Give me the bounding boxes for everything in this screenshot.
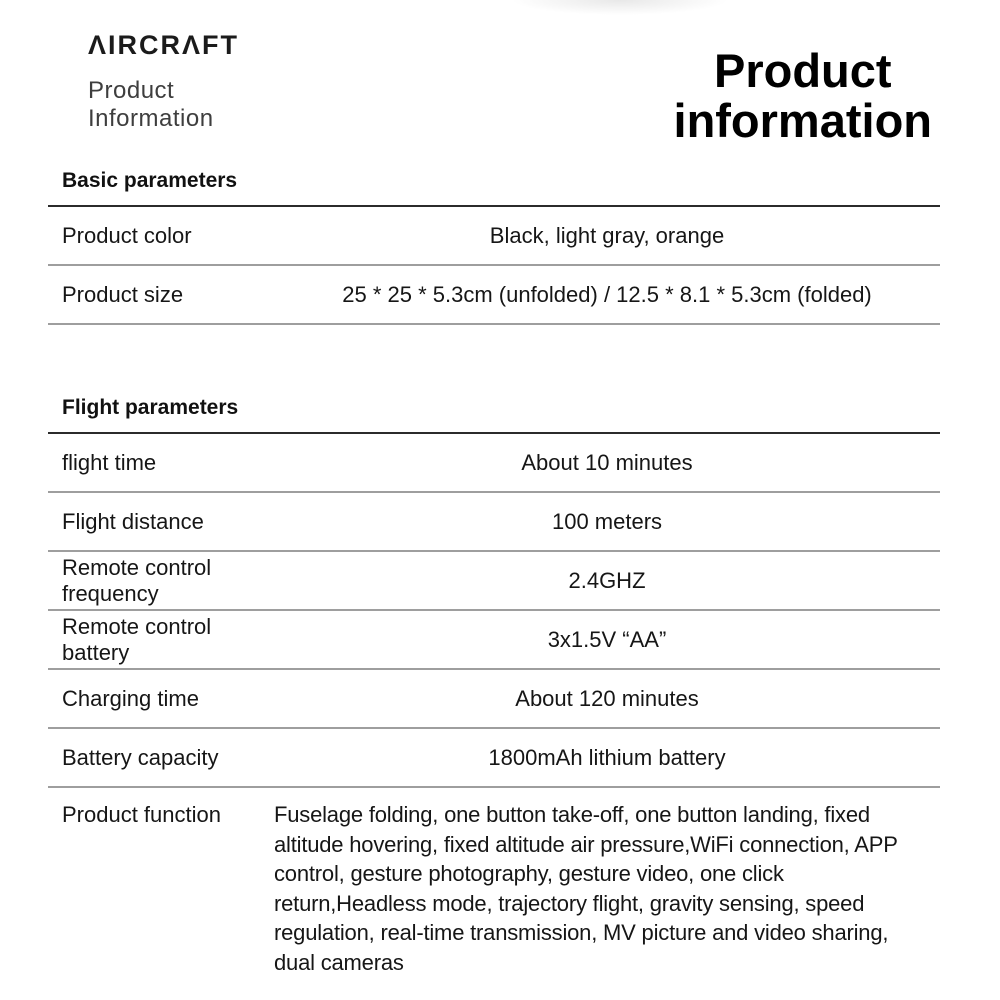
table-row — [48, 493, 940, 552]
row-label: flight time — [62, 449, 157, 475]
brand-subtitle-line2: Information — [88, 105, 214, 132]
page-title — [674, 46, 932, 146]
table-row — [48, 207, 940, 266]
row-value: About 10 minutes — [521, 449, 693, 475]
row-label: Product size — [62, 281, 184, 307]
row-value: 2.4GHZ — [568, 567, 646, 593]
brand-logo: ΛIRCRΛFT — [88, 30, 239, 60]
row-label: Product color — [62, 222, 192, 248]
section-flight-parameters — [48, 387, 940, 980]
row-value: About 120 minutes — [515, 685, 699, 711]
row-value: 3x1.5V “AA” — [547, 626, 667, 652]
section-heading: Basic parameters — [48, 160, 940, 207]
table-row-product-function — [48, 788, 940, 980]
row-label: Remote control frequency — [62, 554, 212, 606]
section-heading: Flight parameters — [48, 387, 940, 434]
table-row — [48, 434, 940, 493]
row-value: 100 meters — [551, 508, 663, 534]
section-basic-parameters — [48, 160, 940, 325]
brand-block — [88, 30, 239, 133]
brand-subtitle — [88, 77, 239, 133]
page-title-line2: information — [673, 94, 932, 147]
table-row — [48, 729, 940, 788]
table-row — [48, 266, 940, 325]
row-label: Flight distance — [62, 508, 204, 534]
row-label: Remote control battery — [62, 613, 212, 665]
page-title-line1: Product — [713, 44, 892, 97]
table-row — [48, 670, 940, 729]
row-value: 1800mAh lithium battery — [488, 744, 726, 770]
brand-subtitle-line1: Product — [88, 77, 175, 104]
row-label: Battery capacity — [62, 744, 219, 770]
top-smudge-artifact — [500, 0, 740, 20]
table-row — [48, 611, 940, 670]
row-label: Charging time — [62, 685, 199, 711]
row-label: Product function — [62, 802, 221, 827]
row-value: Black, light gray, orange — [489, 222, 725, 248]
table-row — [48, 552, 940, 611]
row-value: 25 * 25 * 5.3cm (unfolded) / 12.5 * 8.1 * 5.3cm (folded) — [342, 281, 872, 307]
row-value: Fuselage folding, one button take-off, one button landing, fixed altitude hovering, fixed altitude air pressure,WiFi connection, APP control, gesture photography, gesture video, one click return,Headless mode, trajectory flight, gravity sensing, speed regulation, real-time transmission, MV picture and video sharing, dual cameras — [274, 802, 898, 975]
spec-tables — [48, 160, 940, 980]
